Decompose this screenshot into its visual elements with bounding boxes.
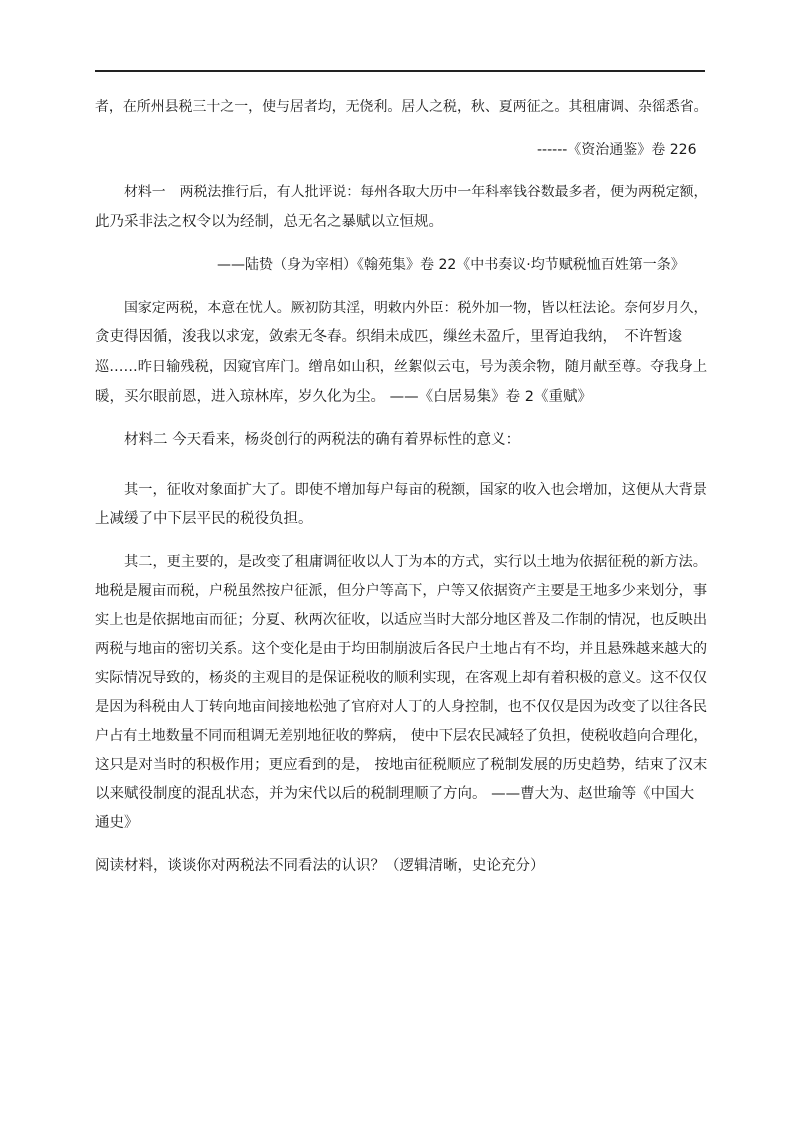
text-line: 实上也是依据地亩而征；分夏、秋两次征收，以适应当时大部分地区普及二作制的情况，也反映出	[95, 612, 708, 628]
question-prompt: 阅读材料，谈谈你对两税法不同看法的认识？（逻辑清晰，史论充分）	[95, 858, 545, 874]
text-line: 材料一 两税法推行后，有人批评说：每州各取大历中一年科率钱谷数最多者，便为两税定额，	[124, 184, 708, 200]
text-line: 者，在所州县税三十之一，使与居者均，无侥利。居人之税，秋、夏两征之。其租庸调、杂徭悉省。	[95, 99, 708, 115]
text-line: 是因为科税由人丁转向地亩间接地松弛了官府对人丁的人身控制，也不仅仅是因为改变了以往各民	[95, 699, 708, 715]
text-line: 国家定两税，本意在忧人。厥初防其淫，明敕内外臣：税外加一物，皆以枉法论。奈何岁月久，	[124, 300, 708, 316]
source-citation: ------《资治通鉴》卷 226	[537, 142, 697, 158]
text-line: 巡……昨日输残税，因窥官库门。缯帛如山积，丝絮似云屯，号为羡余物，随月献至尊。夺我身上	[95, 359, 708, 375]
text-line: 这只是对当时的积极作用；更应看到的是， 按地亩征税顺应了税制发展的历史趋势，结束了汉末	[95, 757, 708, 773]
text-line: 贪吏得因循，浚我以求宠，敛索无冬春。织绢未成匹，缫丝未盈斤，里胥迫我纳， 不许暂逡	[95, 329, 683, 345]
text-line: 以来赋役制度的混乱状态，并为宋代以后的税制理顺了方向。 ——曹大为、赵世瑜等《中国大	[95, 786, 695, 802]
source-citation: ——陆贽（身为宰相）《翰苑集》卷 22《中书奏议·均节赋税恤百姓第一条》	[217, 257, 685, 273]
text-line: 其二，更主要的，是改变了租庸调征收以人丁为本的方式，实行以土地为依据征税的新方法。	[124, 554, 707, 570]
text-line: 此乃采非法之权令以为经制，总无名之暴赋以立恒规。	[95, 214, 443, 230]
text-line: 通史》	[95, 815, 139, 831]
header-rule	[95, 70, 705, 72]
text-line: 两税与地亩的密切关系。这个变化是由于均田制崩波后各民户土地占有不均，并且悬殊越来越大的	[95, 641, 708, 657]
text-line: 实际情况导致的，杨炎的主观目的是保证税收的顺利实现，在客观上却有着积极的意义。这不仅仅	[95, 670, 708, 686]
text-line: 暖，买尔眼前恩，进入琼林库，岁久化为尘。 ——《白居易集》卷 2《重赋》	[95, 389, 592, 405]
text-line: 上减缓了中下层平民的税役负担。	[95, 511, 313, 527]
text-line: 材料二 今天看来，杨炎创行的两税法的确有着界标性的意义：	[124, 432, 521, 448]
text-line: 其一，征收对象面扩大了。即使不增加每户每亩的税额，国家的收入也会增加，这便从大背景	[124, 482, 707, 498]
text-line: 地税是履亩而税，户税虽然按户征派，但分户等高下，户等又依据资产主要是王地多少来划分，事	[95, 583, 708, 599]
text-line: 户占有土地数量不同而租调无差别地征收的弊病， 使中下层农民减轻了负担，使税收趋向合理化，	[95, 728, 708, 744]
